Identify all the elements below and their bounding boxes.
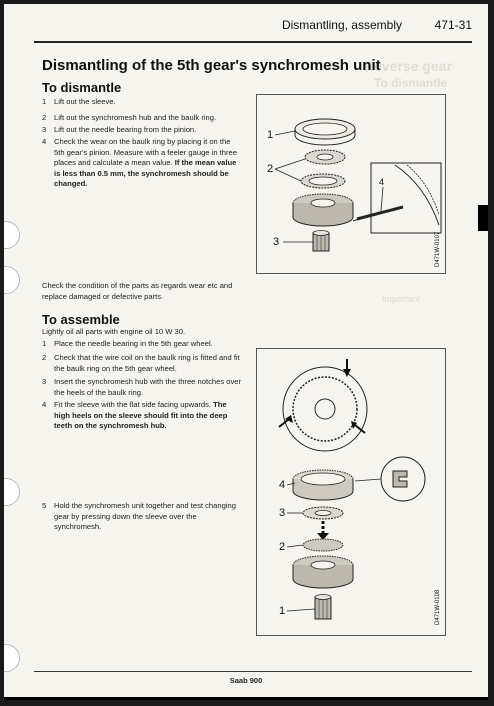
page-title: Dismantling of the 5th gear's synchromesh unit <box>42 57 381 74</box>
leader-line <box>287 609 315 611</box>
step-text: Hold the synchromesh unit together and test changing gear by pressing down the sleeve over the synchromesh. <box>54 501 236 531</box>
assemble-step <box>42 339 242 350</box>
step-note: The high heels on the sleeve should fit into the deep teeth on the synchromesh hub. <box>54 400 228 430</box>
step-text: Check that the wire coil on the baulk ring is fitted and fit the baulk ring on the 5th gear wheel. <box>54 353 240 373</box>
dismantle-step <box>42 137 242 190</box>
bleed-through-subheading: To dismantle <box>374 76 448 90</box>
figure2-label-2: 2 <box>279 541 286 553</box>
figure2-code: D471W-0108 <box>435 589 441 625</box>
footer-rule <box>34 671 472 672</box>
page-number: 471-31 <box>434 18 472 32</box>
leader-line <box>287 545 303 547</box>
figure-dismantle <box>256 94 446 274</box>
figure-assemble <box>256 348 446 636</box>
figure1-label-4: 4 <box>379 177 385 187</box>
step-text: Lift out the needle bearing from the pinion. <box>54 125 197 134</box>
figure2-label-4: 4 <box>279 479 286 491</box>
punch-hole <box>4 266 20 294</box>
step-text: Check the wear on the baulk ring by placing it on the 5th gear's pinion. Measure with a feeler gauge in three places and calculate a mean value. <box>54 137 237 167</box>
figure2-label-1: 1 <box>279 605 286 617</box>
sleeve-drawing <box>293 470 353 500</box>
baulk-ring-drawing <box>301 174 345 188</box>
dismantle-step <box>42 97 242 108</box>
step-number: 2 <box>42 353 47 362</box>
page-bottom-edge <box>4 697 488 700</box>
assemble-step <box>42 400 242 432</box>
baulk-ring-drawing <box>303 539 343 551</box>
dismantle-step <box>42 125 242 136</box>
figure-assemble-drawing <box>257 349 445 635</box>
section-tab-marker <box>478 205 488 231</box>
leader-line <box>275 169 301 181</box>
dismantle-heading: To dismantle <box>42 80 122 95</box>
bleed-through-heading: Reverse gear <box>364 58 452 74</box>
punch-hole <box>4 221 20 249</box>
leader-line <box>275 131 295 135</box>
step-text: Insert the synchromesh hub with the three notches over the heels of the baulk ring. <box>54 377 241 397</box>
gear-wheel-drawing <box>293 556 353 588</box>
step-number: 1 <box>42 339 47 348</box>
assemble-heading: To assemble <box>42 312 120 327</box>
step-warning: If the mean value is less than 0.5 mm, the synchromesh should be changed. <box>54 158 237 188</box>
step-number: 4 <box>42 137 47 146</box>
detail-magnifier <box>355 457 425 501</box>
header-title: Dismantling, assembly <box>281 18 402 32</box>
needle-bearing-drawing <box>313 231 329 252</box>
assemble-intro: Lightly oil all parts with engine oil 10 W 30. <box>42 327 186 336</box>
step-number: 3 <box>42 377 47 386</box>
figure1-code: D471W-0107 <box>435 231 441 267</box>
header-rule <box>34 41 472 43</box>
dismantle-step <box>42 113 242 124</box>
figure1-label-2: 2 <box>267 163 274 175</box>
figure1-label-1: 1 <box>267 129 274 141</box>
step-text: Lift out the synchromesh hub and the baulk ring. <box>54 113 217 122</box>
gear-wheel-drawing <box>293 194 353 226</box>
needle-bearing-drawing <box>315 595 331 620</box>
step-number: 1 <box>42 97 47 106</box>
assemble-step <box>42 353 242 374</box>
assemble-step <box>42 501 242 533</box>
footer-brand: Saab 900 <box>229 676 263 685</box>
figure1-label-3: 3 <box>273 236 280 248</box>
step-number: 3 <box>42 125 47 134</box>
step-number: 2 <box>42 113 47 122</box>
bleed-through-note: Important <box>382 294 421 304</box>
step-text: Place the needle bearing in the 5th gear wheel. <box>54 339 213 348</box>
manual-page <box>4 4 488 700</box>
punch-hole <box>4 644 20 672</box>
leader-line <box>275 159 305 169</box>
figure2-label-3: 3 <box>279 507 286 519</box>
hub-top-view <box>279 359 367 451</box>
step-text: Fit the sleeve with the flat side facing upwards. <box>54 400 212 409</box>
synchro-hub-drawing <box>303 507 343 519</box>
step-number: 4 <box>42 400 47 409</box>
punch-hole <box>4 478 20 506</box>
step-text: Lift out the sleeve. <box>54 97 116 106</box>
figure-dismantle-drawing <box>257 95 445 273</box>
synchro-hub-drawing <box>305 150 345 164</box>
step-number: 5 <box>42 501 47 510</box>
feeler-gauge-inset <box>353 163 441 233</box>
assemble-step <box>42 377 242 398</box>
down-arrow-icon <box>317 521 329 540</box>
check-paragraph: Check the condition of the parts as regards wear etc and replace damaged or defective parts. <box>42 281 233 301</box>
sleeve-drawing <box>295 119 355 145</box>
